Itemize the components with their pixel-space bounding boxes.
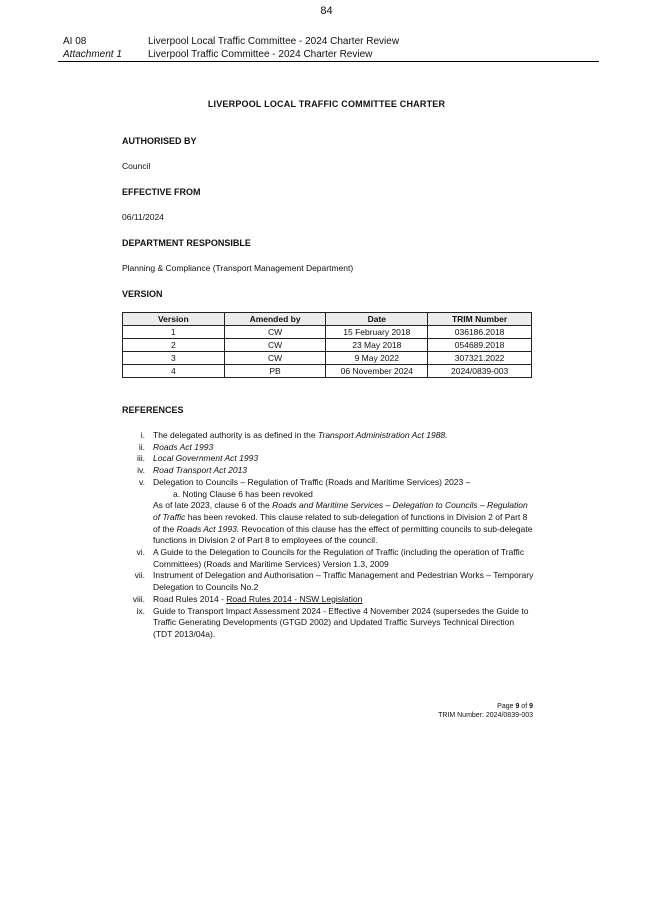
revocation-note <box>153 500 535 547</box>
list-item-number: v. <box>139 476 145 487</box>
note-text: Revocation of this clause has the effect of permitting councils to sub-delegate functions in Division 2 of Part 8 to employees of the council. <box>153 523 533 546</box>
reference-text: Delegation to Councils – Regulation of Traffic (Roads and Maritime Services) 2023 – <box>153 476 471 487</box>
list-item <box>130 547 535 570</box>
header-title-line-1: Liverpool Local Traffic Committee - 2024 Charter Review <box>148 36 400 47</box>
cell-version: 4 <box>123 365 225 378</box>
list-item-number: vi. <box>136 547 145 558</box>
header-title-line-2: Liverpool Traffic Committee - 2024 Charter Review <box>148 49 373 60</box>
cell-trim-number: 036186.2018 <box>428 326 532 339</box>
note-text: has been revoked. This clause related to sub-delegation of functions in Division 2 of Part 8 of the <box>153 511 528 534</box>
column-header-trim-number: TRIM Number <box>428 313 532 326</box>
list-item-number: ix. <box>136 605 145 616</box>
list-item <box>130 594 535 606</box>
list-item-number: iii. <box>136 453 145 464</box>
cell-date: 06 November 2024 <box>326 365 428 378</box>
cell-amended-by: CW <box>224 339 326 352</box>
list-item <box>130 442 535 454</box>
effective-from-heading: EFFECTIVE FROM <box>122 187 201 197</box>
page-count <box>415 702 533 711</box>
authorised-by-heading: AUTHORISED BY <box>122 136 197 146</box>
agenda-item-code: AI 08 <box>63 36 87 47</box>
table-row <box>123 352 532 365</box>
page-current: 9 <box>515 703 520 710</box>
cell-date: 15 February 2018 <box>326 326 428 339</box>
reference-text: Guide to Transport Impact Assessment 2024 - Effective 4 November 2024 (supersedes the Guide to Traffic Generating Developments (GTGD 2002) and Updated Traffic Surveys Technical Direction (TDT 2013/04a). <box>153 605 529 639</box>
list-item <box>130 465 535 477</box>
cell-trim-number: 2024/0839-003 <box>428 365 532 378</box>
list-item-number: i. <box>140 430 145 440</box>
list-item-number: viii. <box>132 593 145 604</box>
cell-version: 2 <box>123 339 225 352</box>
note-delegation-title: Roads and Maritime Services – Delegation to Councils – Regulation of Traffic <box>153 500 528 522</box>
reference-text: Road Rules 2014 - <box>153 593 227 604</box>
sub-list-item: a. Noting Clause 6 has been revoked <box>173 488 313 499</box>
cell-trim-number: 307321.2022 <box>428 352 532 365</box>
cell-date: 9 May 2022 <box>326 352 428 365</box>
reference-text: Road Transport Act 2013 <box>153 465 248 476</box>
page-total: 9 <box>529 703 533 710</box>
attachment-label: Attachment 1 <box>63 49 122 60</box>
references-heading: REFERENCES <box>122 405 184 415</box>
table-row <box>123 339 532 352</box>
column-header-date: Date <box>326 313 428 326</box>
reference-text: The delegated authority is as defined in the <box>153 430 318 440</box>
column-header-amended-by: Amended by <box>224 313 326 326</box>
footer-trim-number: TRIM Number: 2024/0839-003 <box>438 712 533 719</box>
cell-amended-by: CW <box>224 326 326 339</box>
list-item <box>130 430 535 442</box>
list-item <box>130 606 535 641</box>
department-heading: DEPARTMENT RESPONSIBLE <box>122 238 251 248</box>
effective-from-value: 06/11/2024 <box>122 212 164 222</box>
version-table <box>122 312 532 378</box>
authorised-by-value: Council <box>122 161 151 171</box>
road-rules-link[interactable]: Road Rules 2014 - NSW Legislation <box>226 593 363 604</box>
list-item <box>130 453 535 465</box>
header-divider <box>58 61 599 62</box>
department-value: Planning & Compliance (Transport Management Department) <box>122 263 354 273</box>
cell-date: 23 May 2018 <box>326 339 428 352</box>
table-row <box>123 326 532 339</box>
cell-version: 1 <box>123 326 225 339</box>
cell-amended-by: CW <box>224 352 326 365</box>
list-item <box>130 477 535 547</box>
reference-text: Local Government Act 1993 <box>153 453 259 464</box>
list-item <box>130 570 535 593</box>
list-item-number: ii. <box>138 441 145 452</box>
table-row <box>123 365 532 378</box>
references-list <box>130 430 535 641</box>
note-act-title: Roads Act 1993. <box>176 523 240 534</box>
list-item-number: iv. <box>137 465 145 476</box>
cell-version: 3 <box>123 352 225 365</box>
reference-text: Roads Act 1993 <box>153 441 214 452</box>
page-number: 84 <box>320 5 333 17</box>
page-of: of <box>519 703 530 710</box>
reference-act-title: Transport Administration Act 1988. <box>317 430 448 440</box>
document-title: LIVERPOOL LOCAL TRAFFIC COMMITTEE CHARTER <box>207 99 446 109</box>
note-text: As of late 2023, clause 6 of the <box>153 500 273 511</box>
page-label: Page <box>497 703 516 710</box>
reference-text: A Guide to the Delegation to Councils for the Regulation of Traffic (including the operation of Traffic Committees) (Roads and Maritime Services) Version 1.3, 2009 <box>153 547 525 569</box>
table-header-row <box>123 313 532 326</box>
cell-trim-number: 054689.2018 <box>428 339 532 352</box>
cell-amended-by: PB <box>224 365 326 378</box>
version-heading: VERSION <box>122 289 163 299</box>
list-item-number: vii. <box>134 570 145 581</box>
column-header-version: Version <box>123 313 225 326</box>
reference-text: Instrument of Delegation and Authorisation – Traffic Management and Pedestrian Works – Temporary Delegation to Councils No.2 <box>153 570 534 593</box>
